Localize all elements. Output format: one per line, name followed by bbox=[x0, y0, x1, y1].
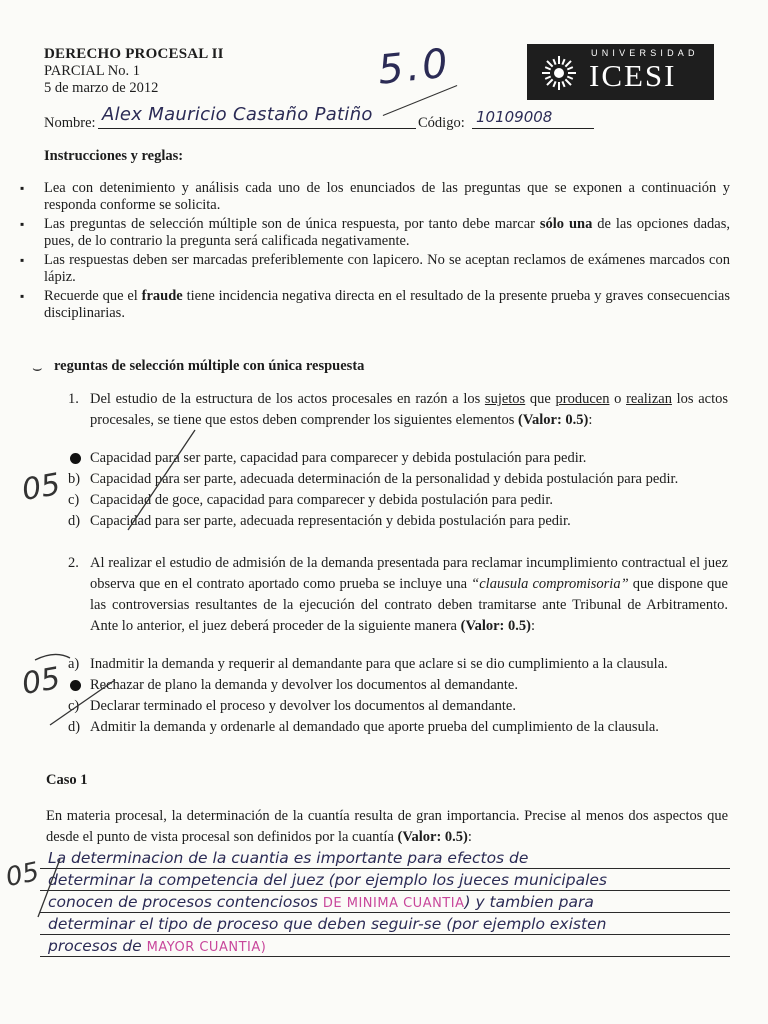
section-title: reguntas de selección múltiple con única respuesta bbox=[54, 358, 365, 374]
question-number: 2. bbox=[68, 555, 79, 571]
caso-title: Caso 1 bbox=[46, 772, 88, 788]
answer-line: determinar el tipo de proceso que deben seguir-se (por ejemplo existen bbox=[40, 914, 730, 935]
answer-line: procesos de MAYOR CUANTIA) bbox=[40, 936, 730, 957]
option-a[interactable]: Capacidad para ser parte, capacidad para comparecer y debida postulación para pedir. bbox=[68, 448, 728, 469]
instructions-title: Instrucciones y reglas: bbox=[44, 148, 184, 164]
course-title: DERECHO PROCESAL II bbox=[44, 46, 224, 62]
logo-name: ICESI bbox=[589, 58, 677, 93]
question-2-options bbox=[68, 654, 728, 738]
option-a[interactable]: a) Inadmitir la demanda y requerir al demandante para que aclare si se dio cumplimiento a la clausula. bbox=[68, 656, 668, 672]
answer-line: conocen de procesos contenciosos DE MINIMA CUANTIA) y tambien para bbox=[40, 892, 730, 913]
tick-mark-icon bbox=[30, 640, 130, 730]
instructions-list bbox=[20, 180, 730, 324]
selected-mark-icon bbox=[70, 453, 81, 464]
question-number: 1. bbox=[68, 391, 79, 407]
option-d[interactable]: d) Admitir la demanda y ordenarle al demandado que aporte prueba del cumplimiento de la clausula. bbox=[68, 719, 659, 735]
parcial-number: PARCIAL No. 1 bbox=[44, 63, 141, 79]
question-text: Al realizar el estudio de admisión de la demanda presentada para reclamar incumplimiento contractual el juez observa que en el contrato aportado como prueba se incluye una “clausula compromisoria” que dispone que las controversias resultantes de la ejecución del contrato deben tramitarse ante Tribunal de Arbitramento. Ante lo anterior, el juez deberá proceder de la siguiente manera (Valor: 0.5): bbox=[90, 555, 728, 634]
logo-university-text: UNIVERSIDAD bbox=[591, 48, 699, 58]
instruction-item: ▪ Lea con detenimiento y análisis cada uno de los enunciados de las preguntas que se exponen a continuación y responda conforme se solicita. bbox=[20, 180, 730, 214]
code-label: Código: bbox=[418, 115, 465, 131]
option-b[interactable]: Rechazar de plano la demanda y devolver los documentos al demandante. bbox=[68, 675, 728, 696]
option-b[interactable]: b) Capacidad para ser parte, adecuada determinación de la personalidad y debida postulación para pedir. bbox=[68, 471, 679, 487]
name-value: Alex Mauricio Castaño Patiño bbox=[102, 104, 373, 125]
tick-mark-icon bbox=[120, 425, 210, 535]
handwritten-grade: 5.0 bbox=[375, 40, 453, 94]
university-seal-icon bbox=[539, 54, 579, 92]
option-c[interactable]: c) Capacidad de goce, capacidad para comparecer y debida postulación para pedir. bbox=[68, 492, 553, 508]
caso-prompt: En materia procesal, la determinación de la cuantía resulta de gran importancia. Precise al menos dos aspectos que desde el punto de vista procesal son definidos por la cuantía (Valor: 0.5): bbox=[46, 808, 728, 845]
name-label: Nombre: bbox=[44, 115, 96, 131]
option-d[interactable]: d) Capacidad para ser parte, adecuada representación y debida postulación para pedir. bbox=[68, 513, 571, 529]
question-text: Del estudio de la estructura de los actos procesales en razón a los sujetos que producen o realizan los actos procesales, se tiene que estos deben comprender los siguientes elementos (Valor: 0.5): bbox=[90, 391, 729, 428]
instruction-item: ▪ Las preguntas de selección múltiple son de única respuesta, por tanto debe marcar sólo una de las opciones dadas, pues, de lo contrario la pregunta será calificada negativamente. bbox=[20, 216, 730, 250]
hand-mark: ⌣ bbox=[32, 360, 43, 377]
instruction-item: ▪ Las respuestas deben ser marcadas preferiblemente con lapicero. No se aceptan reclamos de exámenes marcados con lápiz. bbox=[20, 252, 730, 286]
code-value: 10109008 bbox=[476, 108, 553, 126]
instruction-item: ▪ Recuerde que el fraude tiene incidencia negativa directa en el resultado de la presente prueba y graves consecuencias disciplinarias. bbox=[20, 288, 730, 322]
tick-mark-icon bbox=[30, 855, 70, 925]
exam-date: 5 de marzo de 2012 bbox=[44, 80, 159, 96]
caso-margin-score: 05 bbox=[3, 856, 42, 894]
q2-margin-score: 05 bbox=[19, 660, 63, 703]
name-field[interactable] bbox=[98, 104, 416, 129]
option-c[interactable]: c) Declarar terminado el proceso y devolver los documentos al demandante. bbox=[68, 698, 516, 714]
university-logo bbox=[527, 44, 714, 100]
q1-margin-score: 05 bbox=[19, 466, 63, 509]
answer-line: determinar la competencia del juez (por ejemplo los jueces municipales bbox=[40, 870, 730, 891]
code-field[interactable] bbox=[472, 104, 594, 129]
answer-line: La determinacion de la cuantia es importante para efectos de bbox=[40, 848, 730, 869]
question-2 bbox=[68, 553, 728, 637]
